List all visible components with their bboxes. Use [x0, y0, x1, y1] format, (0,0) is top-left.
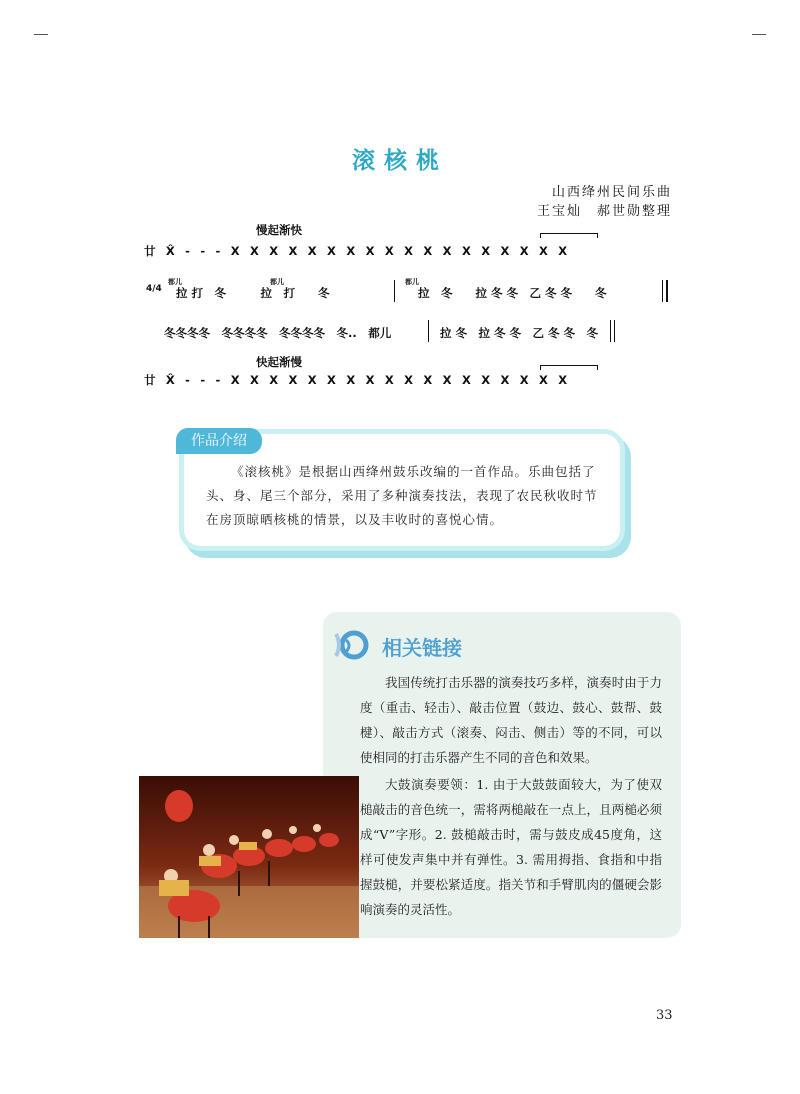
page-title: 滚核桃: [352, 148, 448, 174]
drum-performance-photo: [139, 776, 359, 938]
drum-performance-image: [139, 776, 359, 938]
intro-tab: 作品介绍: [176, 428, 262, 454]
score-row-1: 廿 X̂ - - - X X X X X X X X X X X X X X X X X X: [144, 244, 571, 258]
barline: [394, 280, 395, 302]
tempo-marking-top: 慢起渐快: [256, 223, 302, 237]
crop-mark-right: [752, 34, 766, 35]
time-signature: 4/4: [146, 284, 162, 294]
related-link-paragraph: 大鼓演奏要领：1. 由于大鼓鼓面较大，为了使双槌敲击的音色统一，需将两槌敲在一点上，且两槌必须成“V”字形。2. 鼓槌敲击时，需与鼓皮成45度角，这样可使发声集中并有弹性。3. 需用拇指、食指和中指握鼓槌，并要松紧适度。指关节和手臂肌肉的僵硬会影响演奏的灵活性。: [360, 777, 662, 917]
related-link-text-1: [360, 670, 662, 770]
intro-paragraph: 《滚核桃》是根据山西绛州鼓乐改编的一首作品。乐曲包括了头、身、尾三个部分，采用了多种演奏技法，表现了农民秋收时节在房顶晾晒核桃的情景，以及丰收时的喜悦心情。: [206, 464, 598, 527]
related-link-paragraph: 我国传统打击乐器的演奏技巧多样，演奏时由于力度（重击、轻击）、敲击位置（鼓边、鼓心、鼓帮、鼓楗）、敲击方式（滚奏、闷击、侧击）等的不同，可以使相同的打击乐器产生不同的音色和效果。: [360, 675, 662, 765]
page-number: 33: [656, 1008, 673, 1023]
score-bracket: [540, 365, 598, 370]
score-row-2-measure-2: 拉 冬 拉 冬 冬 乙 冬 冬 冬: [418, 286, 607, 300]
credit-arranger: 王宝灿 郝世勋整理: [536, 204, 672, 219]
final-barline: [610, 320, 611, 342]
barline: [428, 320, 429, 342]
related-link-text-2: [360, 772, 662, 922]
score-row-4: 廿 X̂ - - - X X X X X X X X X X X X X X X X X X: [144, 373, 571, 387]
repeat-barline: [662, 280, 663, 302]
score-bracket: [540, 233, 598, 238]
final-barline: [614, 320, 615, 342]
grace-note: 都儿: [405, 278, 419, 286]
crop-mark-left: [34, 34, 48, 35]
related-link-title: 相关链接: [382, 636, 462, 660]
repeat-barline-thick: [666, 280, 668, 302]
credit-origin: 山西绛州民间乐曲: [551, 185, 672, 200]
link-icon: [332, 628, 374, 662]
grace-note: 都儿: [270, 278, 284, 286]
score-row-2-measure-1: 拉 打 冬 拉 打 冬: [176, 286, 330, 300]
score-row-3-measure-2: 拉 冬 拉 冬 冬 乙 冬 冬 冬: [440, 326, 599, 340]
tempo-marking-bottom: 快起渐慢: [256, 355, 302, 369]
score-row-3-measure-1: 冬冬冬冬 冬冬冬冬 冬冬冬冬 冬.. 都儿: [164, 326, 392, 340]
grace-note: 都儿: [168, 278, 182, 286]
intro-text: [206, 460, 606, 532]
